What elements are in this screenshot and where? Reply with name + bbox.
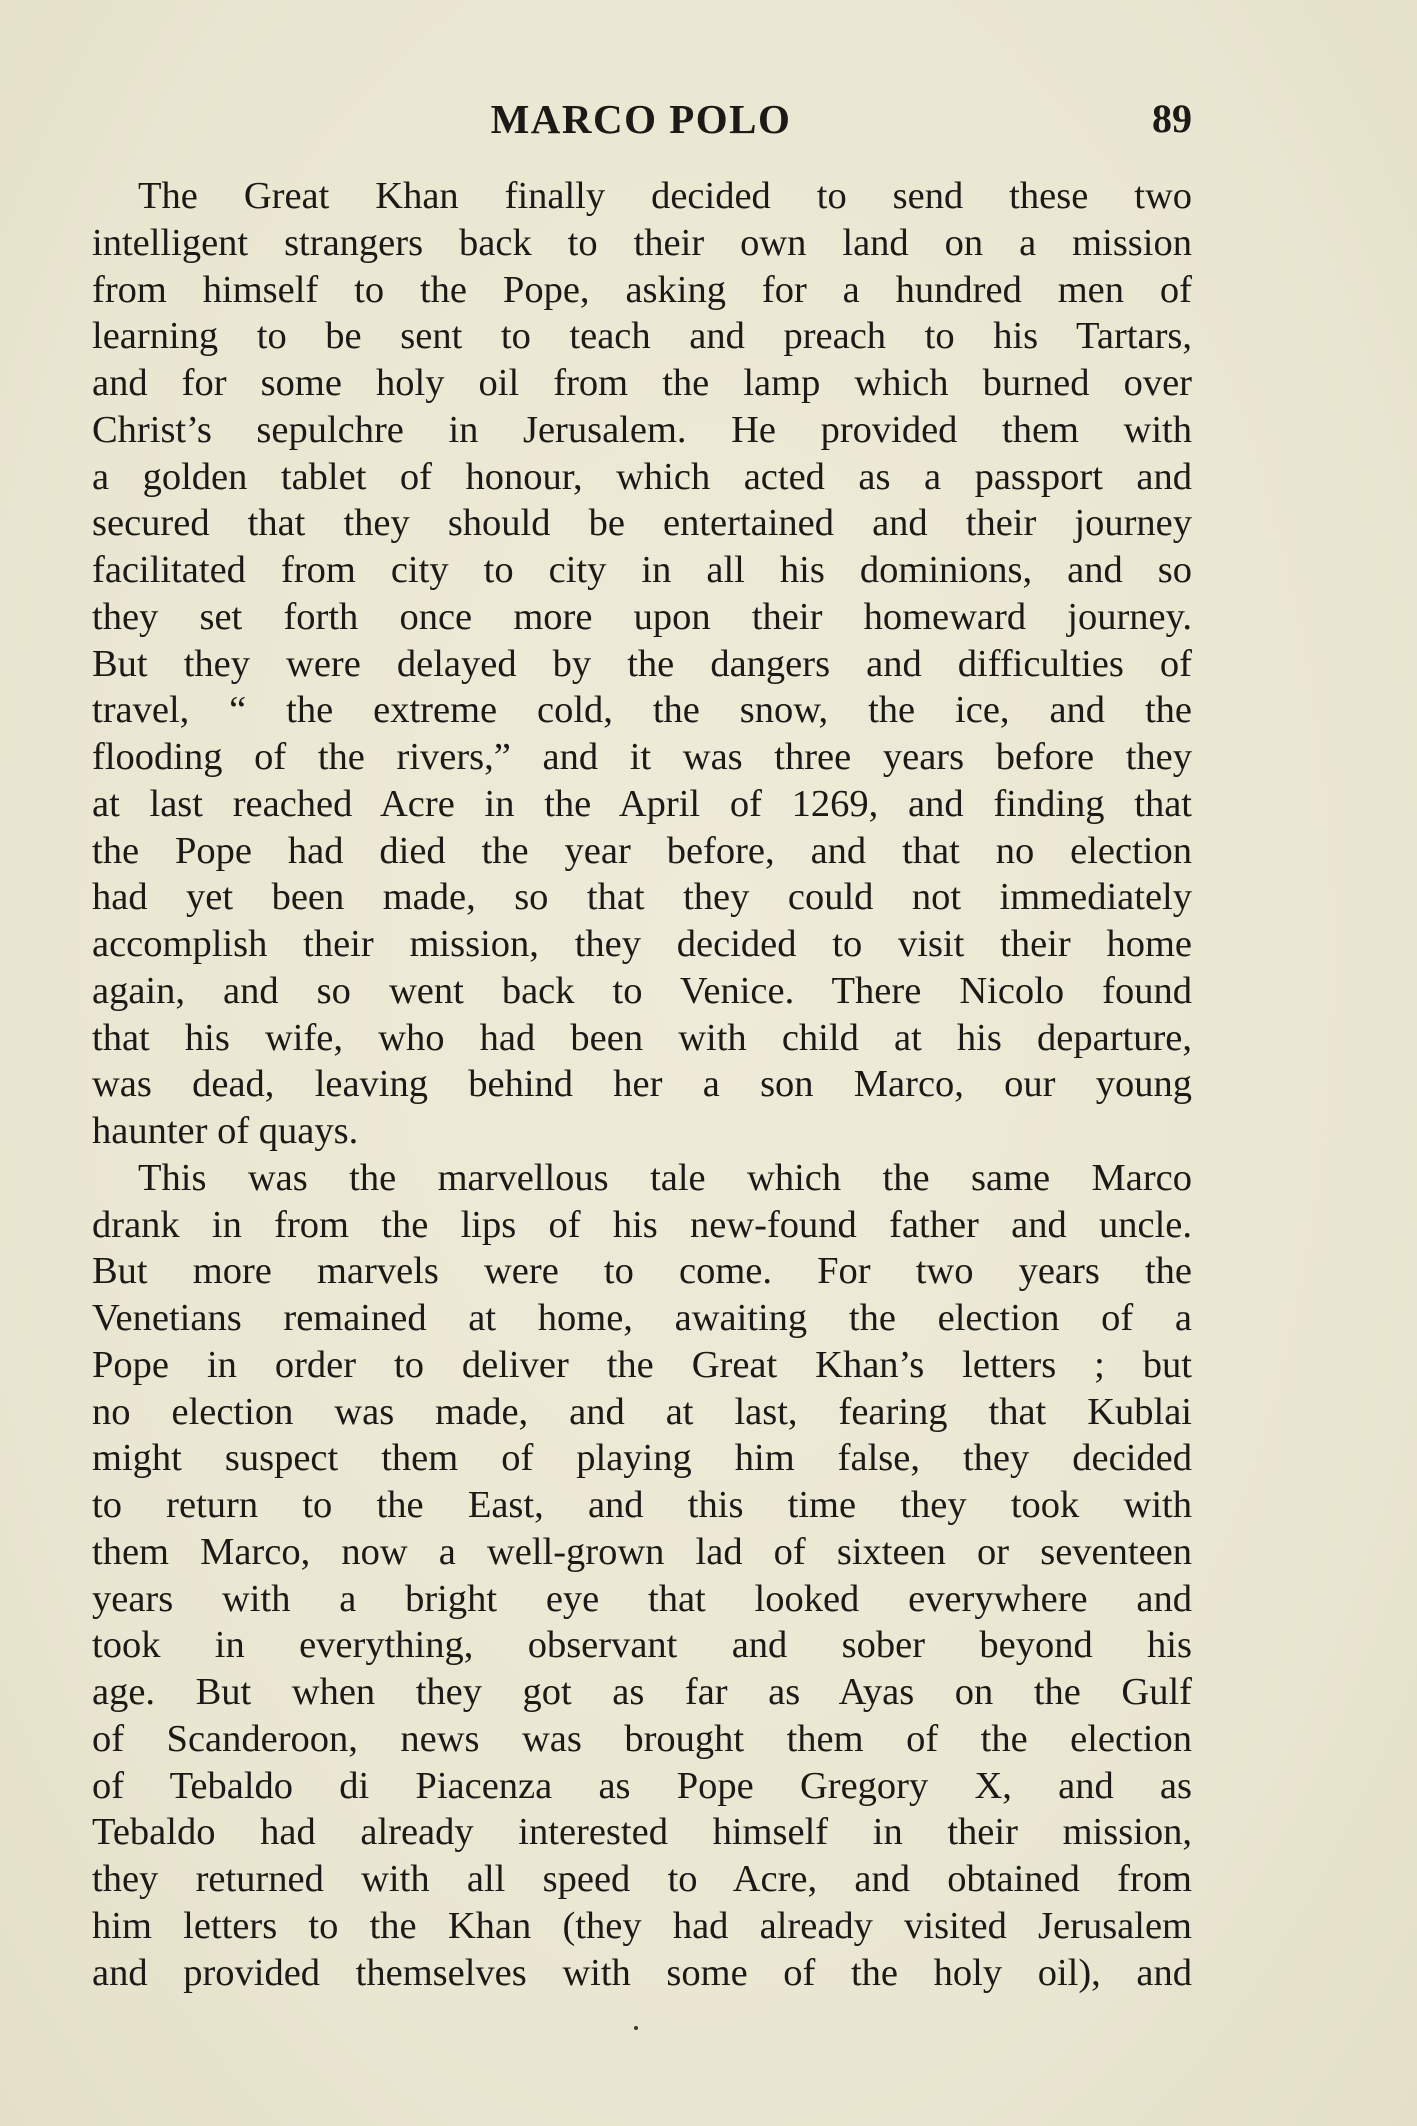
- text-line: But more marvels were to come. For two years the: [92, 1250, 1192, 1293]
- text-line: haunter of quays.: [92, 1110, 359, 1152]
- text-line: the Pope had died the year before, and that no election: [92, 829, 1192, 872]
- text-line: to return to the East, and this time they took with: [92, 1484, 1192, 1526]
- text-line: This was the marvellous tale which the same Marco: [138, 1156, 1192, 1199]
- text-line: learning to be sent to teach and preach to his Tartars,: [92, 315, 1192, 358]
- paragraph-2: [92, 1155, 1192, 1997]
- text-line: Venetians remained at home, awaiting the election of a: [92, 1297, 1192, 1339]
- text-line: secured that they should be entertained and their journey: [92, 502, 1192, 545]
- text-line: them Marco, now a well-grown lad of sixteen or seventeen: [92, 1530, 1192, 1573]
- text-line: drank in from the lips of his new-found father and uncle.: [92, 1203, 1192, 1246]
- paragraph-1: [92, 173, 1192, 1155]
- running-title: MARCO POLO: [490, 96, 792, 142]
- text-line: that his wife, who had been with child at his departure,: [92, 1016, 1192, 1059]
- text-line: But they were delayed by the dangers and difficulties of: [92, 642, 1192, 685]
- text-line: facilitated from city to city in all his dominions, and so: [92, 549, 1192, 591]
- text-line: they returned with all speed to Acre, and obtained from: [92, 1858, 1192, 1900]
- text-line: him letters to the Khan (they had already visited Jerusalem: [92, 1904, 1192, 1947]
- text-line: again, and so went back to Venice. There Nicolo found: [92, 969, 1192, 1012]
- text-line: and provided themselves with some of the holy oil), and: [92, 1951, 1192, 1994]
- text-line: years with a bright eye that looked everywhere and: [92, 1577, 1192, 1620]
- text-line: Tebaldo had already interested himself in their mission,: [92, 1811, 1192, 1854]
- text-line: intelligent strangers back to their own land on a mission: [92, 221, 1192, 264]
- text-line: travel, “ the extreme cold, the snow, the ice, and the: [92, 689, 1192, 732]
- body-text: [92, 173, 1192, 1996]
- page-number: 89: [1152, 96, 1192, 141]
- page-header: [90, 95, 1192, 155]
- text-line: no election was made, and at last, fearing that Kublai: [92, 1390, 1192, 1433]
- print-speck: [634, 2026, 638, 2030]
- text-line: from himself to the Pope, asking for a hundred men of: [92, 268, 1192, 311]
- text-line: was dead, leaving behind her a son Marco, our young: [92, 1063, 1192, 1106]
- text-line: of Tebaldo di Piacenza as Pope Gregory X, and as: [92, 1764, 1192, 1807]
- text-line: might suspect them of playing him false, they decided: [92, 1437, 1192, 1480]
- text-line: The Great Khan finally decided to send these two: [138, 175, 1192, 217]
- text-line: age. But when they got as far as Ayas on the Gulf: [92, 1671, 1192, 1713]
- text-line: had yet been made, so that they could not immediately: [92, 876, 1192, 919]
- text-line: a golden tablet of honour, which acted as a passport and: [92, 455, 1192, 498]
- text-line: flooding of the rivers,” and it was three years before they: [92, 736, 1192, 778]
- text-line: and for some holy oil from the lamp which burned over: [92, 362, 1192, 404]
- text-line: of Scanderoon, news was brought them of the election: [92, 1717, 1192, 1760]
- text-line: at last reached Acre in the April of 1269, and finding that: [92, 782, 1192, 825]
- text-line: Pope in order to deliver the Great Khan’s letters ; but: [92, 1343, 1192, 1386]
- text-line: they set forth once more upon their homeward journey.: [92, 595, 1192, 638]
- text-line: accomplish their mission, they decided to visit their home: [92, 923, 1192, 965]
- text-line: Christ’s sepulchre in Jerusalem. He provided them with: [92, 408, 1192, 451]
- text-line: took in everything, observant and sober beyond his: [92, 1624, 1192, 1667]
